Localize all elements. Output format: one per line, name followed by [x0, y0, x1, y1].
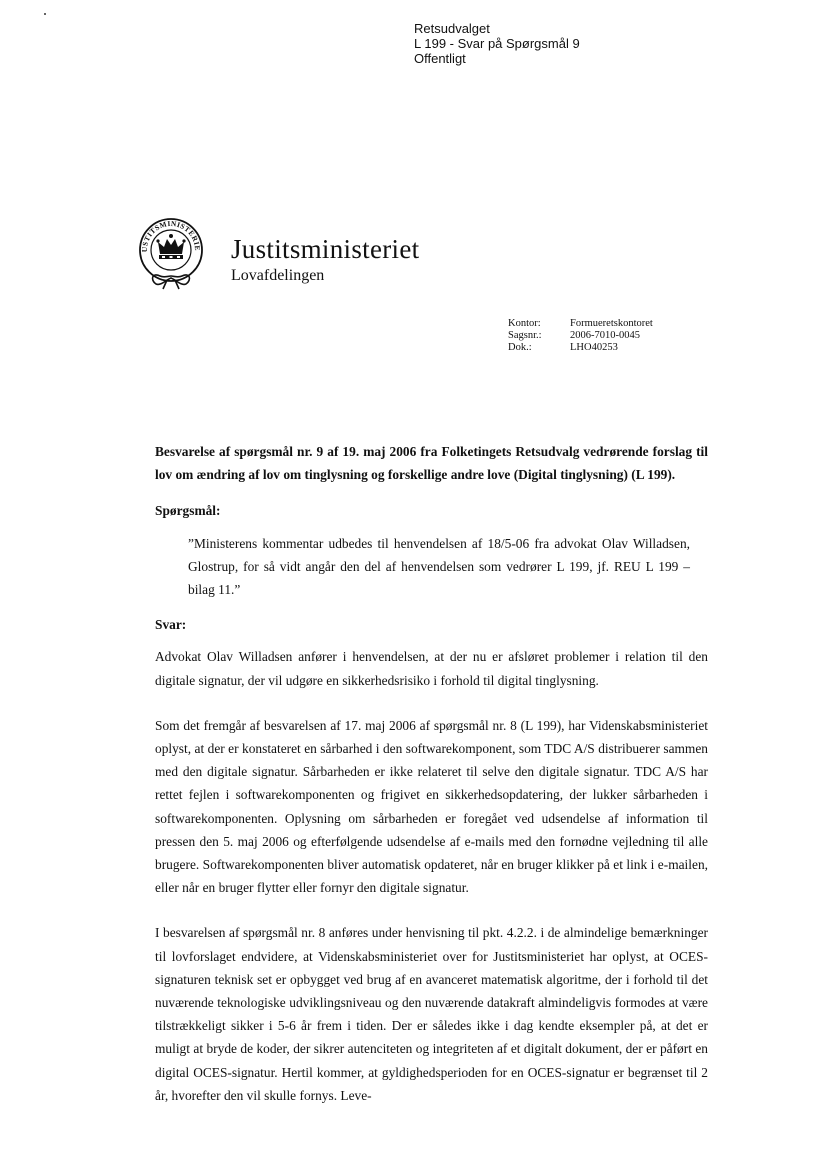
doc-label: Dok.: — [508, 342, 532, 353]
scan-speck — [44, 13, 46, 15]
case-value: 2006-7010-0045 — [570, 330, 640, 341]
answer-paragraph: I besvarelsen af spørgsmål nr. 8 anføres under henvisning til pkt. 4.2.2. i de almindelige bemærkninger til lovforslaget endvidere, at Videnskabsministeriet over for Justitsministeriet har oplyst, at OCES-signaturen teknisk set er opbygget ved brug af en avanceret matematisk algoritme, der i forhold til det nuværende teknologiske udviklingsniveau og den nuværende datakraft almindeligvis formodes at være tilstrækkeligt sikker i 5-6 år frem i tiden. Der er således ikke i dag kendte eksempler på, at det er muligt at bryde de koder, der sikrer autenciteten og integriteten af et digitalt dokument, der er påført en digital OCES-signatur. Hertil kommer, at gyldighedsperioden for en OCES-signatur er begrænset til 2 år, hvorefter den vil skulle fornys. Leve- — [155, 925, 708, 1103]
seal-lettering: USTITSMINISTERIE — [139, 218, 203, 253]
letter-body — [155, 440, 708, 1107]
case-label: Sagsnr.: — [508, 330, 542, 341]
office-value: Formueretskontoret — [570, 318, 653, 329]
question-quote: ”Ministerens kommentar udbedes til henvendelsen af 18/5-06 fra advokat Olav Willadsen, Glostrup, for så vidt angår den del af henvendelsen som vedrører L 199, jf. REU L 199 – bilag 11.” — [188, 535, 690, 598]
answer-label: Svar: — [155, 617, 187, 633]
ministry-name: Justitsministeriet — [231, 234, 420, 264]
reference-block — [508, 318, 653, 354]
letter-heading: Besvarelse af spørgsmål nr. 9 af 19. maj 2006 fra Folketingets Retsudvalg vedrørende forslag til lov om ændring af lov om tinglysning og forskellige andre love (Digital tinglysning) (L 199). — [155, 444, 708, 483]
doc-value: LHO40253 — [570, 342, 618, 353]
department-name: Lovafdelingen — [231, 267, 325, 284]
ministry-seal-icon — [136, 214, 206, 290]
case-row — [508, 330, 653, 342]
answer-paragraph: Som det fremgår af besvarelsen af 17. maj 2006 af spørgsmål nr. 8 (L 199), har Videnskabsministeriet oplyst, at der er konstateret en sårbarhed i den softwarekomponent, som TDC A/S distribuerer sammen med den digitale signatur. Sårbarheden er ikke relateret til selve den digitale signatur. TDC A/S har rettet fejlen i softwarekomponenten og frigivet en sikkerhedsopdatering, der lukker sårbarheden i softwarekomponenten. Oplysning om sårbarheden er foregået ved udsendelse af information til pressen den 5. maj 2006 og efterfølgende udsendelse af e-mails med den fornødne vejledning til alle brugere. Softwarekomponenten bliver automatisk opdateret, når en bruger klikker på et link i e-mailen, eller når en bruger flytter eller fornyr den digitale signatur. — [155, 717, 708, 896]
stamp-reference: L 199 - Svar på Spørgsmål 9 — [414, 36, 580, 51]
stamp-committee: Retsudvalget — [414, 21, 490, 36]
doc-row — [508, 342, 653, 354]
question-label: Spørgsmål: — [155, 503, 221, 519]
office-row — [508, 318, 653, 330]
stamp-status: Offentligt — [414, 51, 466, 66]
answer-paragraph: Advokat Olav Willadsen anfører i henvendelsen, at der nu er afsløret problemer i relation til den digitale signatur, der vil udgøre en sikkerhedsrisiko i forhold til digital tinglysning. — [155, 649, 708, 688]
office-label: Kontor: — [508, 318, 541, 329]
filing-stamp — [414, 21, 580, 66]
